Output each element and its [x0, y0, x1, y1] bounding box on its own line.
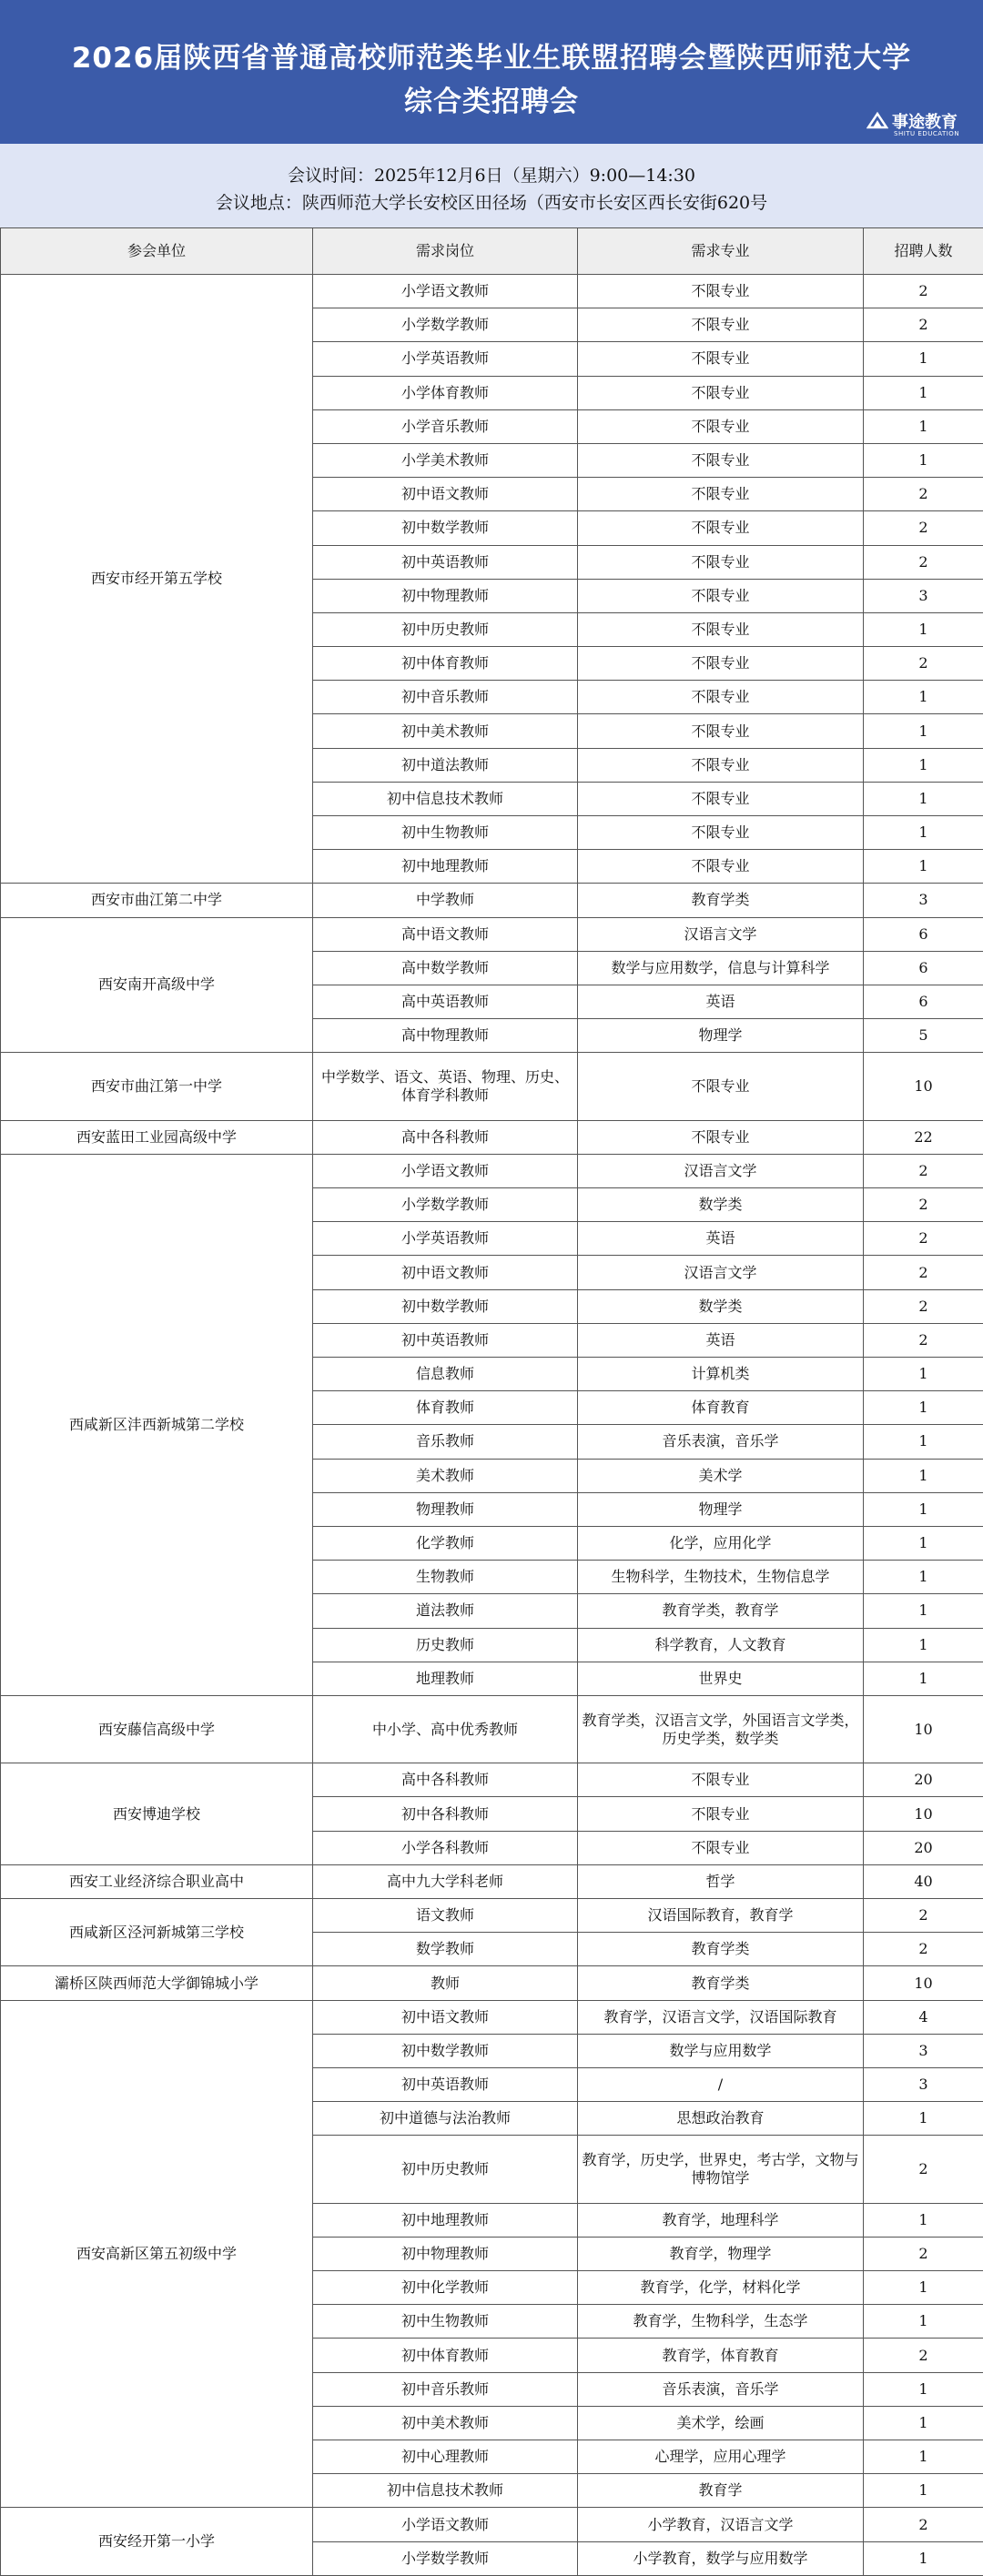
meeting-time: 会议时间：2025年12月6日（星期六）9:00—14:30 — [0, 162, 983, 187]
count-cell: 2 — [864, 478, 983, 511]
unit-name-cell: 西咸新区泾河新城第三学校 — [1, 1899, 313, 1966]
major-cell: 汉语言文学 — [578, 917, 864, 951]
meeting-info — [0, 144, 983, 228]
table-header-row — [1, 228, 983, 275]
major-cell: 不限专业 — [578, 647, 864, 681]
count-cell: 3 — [864, 2034, 983, 2067]
post-cell: 初中美术教师 — [313, 2406, 578, 2440]
count-cell: 1 — [864, 443, 983, 477]
count-cell: 1 — [864, 342, 983, 376]
recruitment-table — [0, 227, 983, 2576]
post-cell: 初中数学教师 — [313, 2034, 578, 2067]
header-major: 需求专业 — [578, 228, 864, 275]
major-cell: 不限专业 — [578, 1831, 864, 1864]
post-cell: 体育教师 — [313, 1391, 578, 1425]
count-cell: 1 — [864, 1526, 983, 1560]
major-cell: 不限专业 — [578, 748, 864, 782]
post-cell: 初中物理教师 — [313, 579, 578, 612]
count-cell: 40 — [864, 1864, 983, 1898]
major-cell: 不限专业 — [578, 342, 864, 376]
count-cell: 2 — [864, 2508, 983, 2541]
count-cell: 1 — [864, 2203, 983, 2237]
post-cell: 小学各科教师 — [313, 1831, 578, 1864]
post-cell: 小学语文教师 — [313, 2508, 578, 2541]
table-row — [1, 1864, 983, 1898]
major-cell: 化学，应用化学 — [578, 1526, 864, 1560]
post-cell: 小学音乐教师 — [313, 409, 578, 443]
count-cell: 1 — [864, 816, 983, 850]
post-cell: 初中英语教师 — [313, 2067, 578, 2101]
post-cell: 物理教师 — [313, 1492, 578, 1526]
post-cell: 中小学、高中优秀教师 — [313, 1695, 578, 1763]
major-cell: 不限专业 — [578, 409, 864, 443]
major-cell: 音乐表演，音乐学 — [578, 2372, 864, 2406]
post-cell: 初中各科教师 — [313, 1797, 578, 1831]
brand-logo — [866, 107, 976, 140]
post-cell: 初中信息技术教师 — [313, 782, 578, 815]
major-cell: 哲学 — [578, 1864, 864, 1898]
count-cell: 6 — [864, 985, 983, 1018]
count-cell: 3 — [864, 2067, 983, 2101]
page-title-line-1: 2026届陕西省普通高校师范类毕业生联盟招聘会暨陕西师范大学 — [0, 35, 983, 76]
unit-name-cell: 西安工业经济综合职业高中 — [1, 1864, 313, 1898]
major-cell: 数学与应用数学 — [578, 2034, 864, 2067]
major-cell: 不限专业 — [578, 308, 864, 342]
count-cell: 1 — [864, 2440, 983, 2474]
major-cell: 教育学，物理学 — [578, 2237, 864, 2270]
major-cell: 教育学，生物科学，生态学 — [578, 2305, 864, 2339]
post-cell: 小学语文教师 — [313, 275, 578, 308]
unit-name-cell: 西安高新区第五初级中学 — [1, 2000, 313, 2508]
major-cell: 数学与应用数学，信息与计算科学 — [578, 951, 864, 985]
count-cell: 1 — [864, 2271, 983, 2305]
major-cell: 科学教育，人文教育 — [578, 1628, 864, 1662]
major-cell: 不限专业 — [578, 612, 864, 646]
unit-name-cell: 西安蓝田工业园高级中学 — [1, 1120, 313, 1154]
major-cell: 不限专业 — [578, 1053, 864, 1120]
count-cell: 2 — [864, 511, 983, 545]
post-cell: 教师 — [313, 1966, 578, 2000]
post-cell: 小学数学教师 — [313, 308, 578, 342]
table-row — [1, 1763, 983, 1797]
major-cell: 不限专业 — [578, 275, 864, 308]
major-cell: / — [578, 2067, 864, 2101]
major-cell: 不限专业 — [578, 714, 864, 748]
post-cell: 小学英语教师 — [313, 1222, 578, 1256]
unit-name-cell: 西安市曲江第二中学 — [1, 884, 313, 917]
count-cell: 1 — [864, 1391, 983, 1425]
count-cell: 1 — [864, 782, 983, 815]
post-cell: 美术教师 — [313, 1459, 578, 1492]
unit-name-cell: 西咸新区沣西新城第二学校 — [1, 1154, 313, 1695]
count-cell: 2 — [864, 1154, 983, 1187]
major-cell: 不限专业 — [578, 1763, 864, 1797]
count-cell: 2 — [864, 308, 983, 342]
post-cell: 初中道德与法治教师 — [313, 2102, 578, 2136]
major-cell: 汉语国际教育，教育学 — [578, 1899, 864, 1933]
count-cell: 10 — [864, 1966, 983, 2000]
count-cell: 10 — [864, 1053, 983, 1120]
count-cell: 2 — [864, 1188, 983, 1222]
major-cell: 音乐表演，音乐学 — [578, 1425, 864, 1459]
major-cell: 汉语言文学 — [578, 1154, 864, 1187]
post-cell: 初中化学教师 — [313, 2271, 578, 2305]
major-cell: 物理学 — [578, 1019, 864, 1053]
post-cell: 中学教师 — [313, 884, 578, 917]
major-cell: 不限专业 — [578, 376, 864, 409]
major-cell: 教育学 — [578, 2474, 864, 2508]
major-cell: 教育学类 — [578, 884, 864, 917]
count-cell: 1 — [864, 748, 983, 782]
table-row — [1, 2508, 983, 2541]
post-cell: 初中体育教师 — [313, 2339, 578, 2372]
major-cell: 教育学，历史学，世界史，考古学，文物与博物馆学 — [578, 2136, 864, 2203]
post-cell: 初中物理教师 — [313, 2237, 578, 2270]
major-cell: 教育学，汉语言文学，汉语国际教育 — [578, 2000, 864, 2034]
post-cell: 初中音乐教师 — [313, 2372, 578, 2406]
header-post: 需求岗位 — [313, 228, 578, 275]
major-cell: 教育学，地理科学 — [578, 2203, 864, 2237]
logo-text: 事途教育 — [892, 109, 958, 133]
table-row — [1, 275, 983, 308]
major-cell: 生物科学，生物技术，生物信息学 — [578, 1561, 864, 1594]
major-cell: 不限专业 — [578, 511, 864, 545]
table-row — [1, 1899, 983, 1933]
count-cell: 2 — [864, 1289, 983, 1323]
post-cell: 高中各科教师 — [313, 1763, 578, 1797]
post-cell: 小学数学教师 — [313, 2541, 578, 2575]
count-cell: 2 — [864, 275, 983, 308]
header-unit: 参会单位 — [1, 228, 313, 275]
post-cell: 道法教师 — [313, 1594, 578, 1628]
count-cell: 5 — [864, 1019, 983, 1053]
unit-name-cell: 西安博迪学校 — [1, 1763, 313, 1865]
major-cell: 不限专业 — [578, 478, 864, 511]
major-cell: 物理学 — [578, 1492, 864, 1526]
major-cell: 计算机类 — [578, 1358, 864, 1391]
count-cell: 20 — [864, 1831, 983, 1864]
count-cell: 1 — [864, 1594, 983, 1628]
post-cell: 信息教师 — [313, 1358, 578, 1391]
count-cell: 1 — [864, 1561, 983, 1594]
unit-name-cell: 灞桥区陕西师范大学御锦城小学 — [1, 1966, 313, 2000]
count-cell: 20 — [864, 1763, 983, 1797]
major-cell: 教育学，化学，材料化学 — [578, 2271, 864, 2305]
post-cell: 数学教师 — [313, 1933, 578, 1966]
count-cell: 3 — [864, 884, 983, 917]
count-cell: 2 — [864, 1899, 983, 1933]
count-cell: 2 — [864, 2237, 983, 2270]
header-count: 招聘人数 — [864, 228, 983, 275]
post-cell: 初中英语教师 — [313, 1323, 578, 1357]
major-cell: 不限专业 — [578, 850, 864, 884]
count-cell: 1 — [864, 2474, 983, 2508]
count-cell: 1 — [864, 1492, 983, 1526]
count-cell: 1 — [864, 1628, 983, 1662]
unit-name-cell: 西安南开高级中学 — [1, 917, 313, 1053]
post-cell: 初中美术教师 — [313, 714, 578, 748]
table-row — [1, 1695, 983, 1763]
table-row — [1, 917, 983, 951]
count-cell: 2 — [864, 1256, 983, 1289]
post-cell: 高中各科教师 — [313, 1120, 578, 1154]
post-cell: 音乐教师 — [313, 1425, 578, 1459]
major-cell: 不限专业 — [578, 1797, 864, 1831]
count-cell: 1 — [864, 681, 983, 714]
post-cell: 小学语文教师 — [313, 1154, 578, 1187]
major-cell: 教育学类 — [578, 1933, 864, 1966]
major-cell: 不限专业 — [578, 816, 864, 850]
count-cell: 1 — [864, 612, 983, 646]
post-cell: 初中语文教师 — [313, 1256, 578, 1289]
count-cell: 1 — [864, 2372, 983, 2406]
major-cell: 心理学，应用心理学 — [578, 2440, 864, 2474]
post-cell: 小学数学教师 — [313, 1188, 578, 1222]
post-cell: 初中语文教师 — [313, 478, 578, 511]
post-cell: 初中历史教师 — [313, 612, 578, 646]
logo-subtext: SHITU EDUCATION — [894, 130, 959, 137]
count-cell: 4 — [864, 2000, 983, 2034]
count-cell: 3 — [864, 579, 983, 612]
major-cell: 英语 — [578, 1323, 864, 1357]
page-title-line-2: 综合类招聘会 — [0, 78, 983, 119]
post-cell: 初中生物教师 — [313, 816, 578, 850]
table-row — [1, 1120, 983, 1154]
logo-icon — [866, 111, 888, 131]
unit-name-cell: 西安经开第一小学 — [1, 2508, 313, 2575]
count-cell: 1 — [864, 2541, 983, 2575]
post-cell: 初中历史教师 — [313, 2136, 578, 2203]
count-cell: 1 — [864, 2406, 983, 2440]
count-cell: 1 — [864, 714, 983, 748]
post-cell: 中学数学、语文、英语、物理、历史、体育学科教师 — [313, 1053, 578, 1120]
table-row — [1, 884, 983, 917]
post-cell: 地理教师 — [313, 1662, 578, 1695]
major-cell: 美术学，绘画 — [578, 2406, 864, 2440]
count-cell: 2 — [864, 2339, 983, 2372]
count-cell: 2 — [864, 1933, 983, 1966]
major-cell: 数学类 — [578, 1289, 864, 1323]
post-cell: 高中英语教师 — [313, 985, 578, 1018]
count-cell: 1 — [864, 1459, 983, 1492]
major-cell: 英语 — [578, 1222, 864, 1256]
post-cell: 初中地理教师 — [313, 2203, 578, 2237]
post-cell: 初中体育教师 — [313, 647, 578, 681]
count-cell: 1 — [864, 1662, 983, 1695]
major-cell: 美术学 — [578, 1459, 864, 1492]
meeting-place: 会议地点：陕西师范大学长安校区田径场（西安市长安区西长安街620号 — [0, 189, 983, 214]
count-cell: 1 — [864, 850, 983, 884]
major-cell: 小学教育，数学与应用数学 — [578, 2541, 864, 2575]
post-cell: 初中英语教师 — [313, 545, 578, 579]
count-cell: 1 — [864, 2305, 983, 2339]
major-cell: 教育学类 — [578, 1966, 864, 2000]
count-cell: 1 — [864, 2102, 983, 2136]
major-cell: 不限专业 — [578, 782, 864, 815]
post-cell: 语文教师 — [313, 1899, 578, 1933]
count-cell: 2 — [864, 1323, 983, 1357]
post-cell: 初中生物教师 — [313, 2305, 578, 2339]
post-cell: 小学美术教师 — [313, 443, 578, 477]
major-cell: 数学类 — [578, 1188, 864, 1222]
count-cell: 1 — [864, 409, 983, 443]
major-cell: 教育学类，汉语言文学，外国语言文学类，历史学类，数学类 — [578, 1695, 864, 1763]
table-row — [1, 1053, 983, 1120]
post-cell: 初中心理教师 — [313, 2440, 578, 2474]
count-cell: 1 — [864, 1425, 983, 1459]
major-cell: 英语 — [578, 985, 864, 1018]
major-cell: 思想政治教育 — [578, 2102, 864, 2136]
count-cell: 2 — [864, 545, 983, 579]
table-row — [1, 2000, 983, 2034]
major-cell: 体育教育 — [578, 1391, 864, 1425]
major-cell: 汉语言文学 — [578, 1256, 864, 1289]
post-cell: 高中数学教师 — [313, 951, 578, 985]
table-row — [1, 1154, 983, 1187]
major-cell: 不限专业 — [578, 579, 864, 612]
post-cell: 初中数学教师 — [313, 511, 578, 545]
major-cell: 不限专业 — [578, 1120, 864, 1154]
post-cell: 初中语文教师 — [313, 2000, 578, 2034]
post-cell: 历史教师 — [313, 1628, 578, 1662]
post-cell: 高中九大学科老师 — [313, 1864, 578, 1898]
major-cell: 小学教育，汉语言文学 — [578, 2508, 864, 2541]
unit-name-cell: 西安市曲江第一中学 — [1, 1053, 313, 1120]
post-cell: 高中物理教师 — [313, 1019, 578, 1053]
major-cell: 不限专业 — [578, 443, 864, 477]
post-cell: 初中地理教师 — [313, 850, 578, 884]
post-cell: 小学体育教师 — [313, 376, 578, 409]
count-cell: 22 — [864, 1120, 983, 1154]
major-cell: 教育学类，教育学 — [578, 1594, 864, 1628]
page-header — [0, 0, 983, 144]
unit-name-cell: 西安藤信高级中学 — [1, 1695, 313, 1763]
major-cell: 不限专业 — [578, 545, 864, 579]
count-cell: 2 — [864, 647, 983, 681]
count-cell: 10 — [864, 1695, 983, 1763]
count-cell: 2 — [864, 2136, 983, 2203]
post-cell: 小学英语教师 — [313, 342, 578, 376]
post-cell: 初中数学教师 — [313, 1289, 578, 1323]
count-cell: 1 — [864, 376, 983, 409]
count-cell: 10 — [864, 1797, 983, 1831]
major-cell: 教育学，体育教育 — [578, 2339, 864, 2372]
table-row — [1, 1966, 983, 2000]
count-cell: 1 — [864, 1358, 983, 1391]
post-cell: 初中道法教师 — [313, 748, 578, 782]
count-cell: 6 — [864, 951, 983, 985]
unit-name-cell: 西安市经开第五学校 — [1, 275, 313, 884]
post-cell: 生物教师 — [313, 1561, 578, 1594]
post-cell: 高中语文教师 — [313, 917, 578, 951]
count-cell: 6 — [864, 917, 983, 951]
major-cell: 不限专业 — [578, 681, 864, 714]
major-cell: 世界史 — [578, 1662, 864, 1695]
post-cell: 化学教师 — [313, 1526, 578, 1560]
count-cell: 2 — [864, 1222, 983, 1256]
post-cell: 初中信息技术教师 — [313, 2474, 578, 2508]
post-cell: 初中音乐教师 — [313, 681, 578, 714]
